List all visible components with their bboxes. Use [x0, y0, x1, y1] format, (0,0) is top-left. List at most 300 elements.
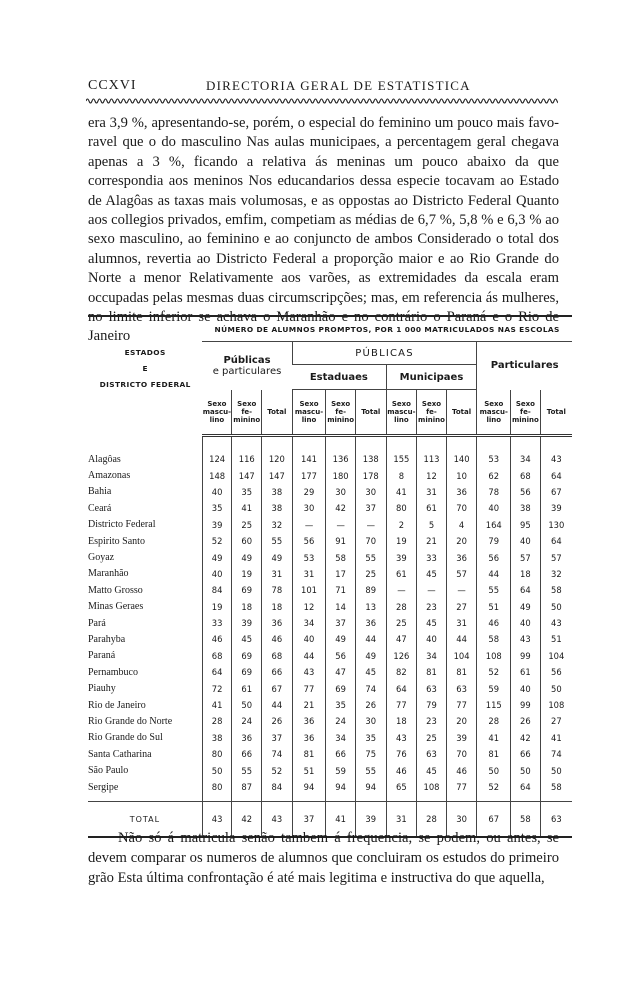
table-cell: 46 [446, 762, 477, 778]
table-cell: 49 [511, 599, 541, 615]
total-cell: 43 [262, 802, 293, 838]
table-cell: 36 [446, 549, 477, 565]
table-cell: 46 [202, 631, 232, 647]
table-cell: 69 [232, 664, 262, 680]
table-cell: 55 [477, 582, 511, 598]
table-cell: 55 [355, 762, 386, 778]
table-cell: 52 [202, 533, 232, 549]
table-cell: 63 [417, 746, 447, 762]
table-row [88, 500, 572, 516]
col-female-header: Sexo fe- minino [417, 390, 447, 436]
table-cell: 50 [540, 680, 572, 696]
table-cell: 66 [232, 746, 262, 762]
header-private: Particulares [477, 342, 572, 390]
table-cell: 24 [232, 713, 262, 729]
table-cell: 49 [232, 549, 262, 565]
table-cell: 89 [355, 582, 386, 598]
table-cell: 21 [417, 533, 447, 549]
table-cell: 40 [511, 533, 541, 549]
table-cell: 37 [326, 615, 356, 631]
table-cell: 74 [262, 746, 293, 762]
table-cell: 52 [477, 664, 511, 680]
state-name: Rio Grande do Sul [88, 732, 163, 744]
table-cell: 78 [477, 484, 511, 500]
table-row [88, 713, 572, 729]
table-cell: 55 [355, 549, 386, 565]
table-cell: 87 [232, 779, 262, 795]
table-cell: 39 [202, 517, 232, 533]
table-cell: 66 [326, 746, 356, 762]
state-name: Parahyba [88, 633, 126, 645]
table-cell: 24 [326, 713, 356, 729]
table-cell: 42 [326, 500, 356, 516]
table-cell: 40 [477, 500, 511, 516]
table-cell: 36 [446, 484, 477, 500]
table-cell: 49 [262, 549, 293, 565]
table-cell: 136 [326, 451, 356, 467]
table-cell: 95 [511, 517, 541, 533]
table-cell: 50 [540, 762, 572, 778]
table-cell: 19 [232, 566, 262, 582]
table-cell: 35 [355, 730, 386, 746]
table-cell: 43 [511, 631, 541, 647]
header-public: PÚBLICAS [292, 342, 477, 365]
table-cell: 2 [386, 517, 417, 533]
table-cell: 53 [292, 549, 326, 565]
table-cell: 79 [417, 697, 447, 713]
table-cell: 56 [477, 549, 511, 565]
table-row [88, 533, 572, 549]
table-cell: 70 [355, 533, 386, 549]
table-row [88, 730, 572, 746]
table-cell: 67 [262, 680, 293, 696]
table-cell: 40 [417, 631, 447, 647]
table-cell: 99 [511, 697, 541, 713]
table-cell: 68 [262, 648, 293, 664]
table-row [88, 549, 572, 565]
table-cell: 41 [232, 500, 262, 516]
table-cell: 40 [202, 484, 232, 500]
state-name: São Paulo [88, 765, 129, 777]
table-cell: 47 [386, 631, 417, 647]
table-cell: 8 [386, 467, 417, 483]
table-row [88, 566, 572, 582]
table-cell: 50 [540, 599, 572, 615]
header-municipal: Municipaes [386, 365, 477, 390]
table-cell: 77 [386, 697, 417, 713]
table-cell: 46 [386, 762, 417, 778]
table-cell: 18 [386, 713, 417, 729]
table-cell: 51 [540, 631, 572, 647]
table-cell: 94 [326, 779, 356, 795]
table-cell: 39 [446, 730, 477, 746]
table-cell: 38 [262, 500, 293, 516]
table-cell: 50 [477, 762, 511, 778]
table-cell: 50 [511, 762, 541, 778]
table-cell: 61 [386, 566, 417, 582]
table-cell: 13 [355, 599, 386, 615]
table-cell: 45 [417, 762, 447, 778]
col-male-header: Sexo mascu- lino [292, 390, 326, 436]
table-cell: 155 [386, 451, 417, 467]
total-cell: 67 [477, 802, 511, 838]
table-cell: 44 [477, 566, 511, 582]
table-cell: 30 [355, 484, 386, 500]
table-row [88, 779, 572, 795]
table-cell: 31 [417, 484, 447, 500]
table-cell: 43 [386, 730, 417, 746]
table-row [88, 582, 572, 598]
body-paragraph-2: Não só á matricula senão tambem á frequencia, se podem, ou antes, se devem comparar os numeros de alumnos que concluiram os estudos do primeiro grão Esta última confrontação é até mais legitima e instructiva do que aquella, [88, 830, 559, 887]
table-cell: 31 [292, 566, 326, 582]
table-cell: 68 [511, 467, 541, 483]
table-cell: 30 [292, 500, 326, 516]
table-cell: 138 [355, 451, 386, 467]
table-cell: 64 [511, 582, 541, 598]
table-cell: 55 [232, 762, 262, 778]
table-cell: 70 [446, 746, 477, 762]
table-row [88, 451, 572, 467]
table-cell: 58 [540, 582, 572, 598]
table-cell: 25 [386, 615, 417, 631]
table-cell: 75 [355, 746, 386, 762]
table-cell: 40 [511, 680, 541, 696]
table-cell: 113 [417, 451, 447, 467]
state-name: Alagôas [88, 453, 121, 465]
table-cell: — [386, 582, 417, 598]
table-cell: 36 [232, 730, 262, 746]
table-cell: 108 [417, 779, 447, 795]
table-cell: 55 [262, 533, 293, 549]
table-cell: 99 [511, 648, 541, 664]
state-name: Ceará [88, 502, 112, 514]
table-cell: 49 [202, 549, 232, 565]
table-cell: 81 [446, 664, 477, 680]
table-cell: 180 [326, 467, 356, 483]
table-cell: 71 [326, 582, 356, 598]
table-cell: 41 [477, 730, 511, 746]
table-cell: 35 [202, 500, 232, 516]
table-cell: 43 [540, 615, 572, 631]
table-cell: 116 [232, 451, 262, 467]
state-name: Goyaz [88, 552, 115, 564]
table-cell: 77 [446, 779, 477, 795]
table-cell: 43 [292, 664, 326, 680]
table-cell: 56 [292, 533, 326, 549]
total-cell: 28 [417, 802, 447, 838]
table-cell: 101 [292, 582, 326, 598]
table-cell: 36 [355, 615, 386, 631]
table-row [88, 664, 572, 680]
state-name: Amazonas [88, 470, 131, 482]
table-cell: 32 [540, 566, 572, 582]
table-cell: 65 [386, 779, 417, 795]
table-cell: 124 [202, 451, 232, 467]
table-cell: 39 [386, 549, 417, 565]
table-row [88, 467, 572, 483]
table-cell: 51 [292, 762, 326, 778]
state-name: Matto Grosso [88, 584, 143, 596]
table-cell: 35 [326, 697, 356, 713]
table-cell: 130 [540, 517, 572, 533]
table-cell: 84 [202, 582, 232, 598]
table-cell: 52 [477, 779, 511, 795]
table-cell: 27 [540, 713, 572, 729]
table-cell: 77 [292, 680, 326, 696]
table-cell: 68 [202, 648, 232, 664]
table-cell: 81 [477, 746, 511, 762]
table-cell: 37 [262, 730, 293, 746]
table-cell: 61 [232, 680, 262, 696]
table-cell: 50 [202, 762, 232, 778]
total-label: TOTAL [88, 802, 202, 838]
table-cell: 56 [326, 648, 356, 664]
table-cell: 34 [511, 451, 541, 467]
table-cell: — [326, 517, 356, 533]
table-cell: 51 [477, 599, 511, 615]
table-cell: 45 [417, 615, 447, 631]
table-cell: 28 [202, 713, 232, 729]
table-cell: 84 [262, 779, 293, 795]
table-cell: 36 [292, 730, 326, 746]
table-row [88, 599, 572, 615]
table-cell: 23 [417, 599, 447, 615]
total-cell: 63 [540, 802, 572, 838]
table-cell: 5 [417, 517, 447, 533]
table-cell: 49 [355, 648, 386, 664]
total-cell: 42 [232, 802, 262, 838]
table-cell: 44 [446, 631, 477, 647]
header-state: Estaduaes [292, 365, 386, 390]
state-name: Sergipe [88, 781, 119, 793]
table-cell: 42 [511, 730, 541, 746]
table-row [88, 615, 572, 631]
table-cell: 25 [417, 730, 447, 746]
table-cell: 104 [446, 648, 477, 664]
table-cell: 25 [355, 566, 386, 582]
table-cell: 94 [292, 779, 326, 795]
wavy-rule-ornament [86, 96, 558, 106]
table-cell: 147 [232, 467, 262, 483]
table-cell: 78 [262, 582, 293, 598]
table-row [88, 697, 572, 713]
col-male-header: Sexo mascu- lino [477, 390, 511, 436]
state-name: Espirito Santo [88, 535, 145, 547]
table-cell: 58 [326, 549, 356, 565]
table-cell: 46 [477, 615, 511, 631]
table-cell: 12 [417, 467, 447, 483]
state-name: Pernambuco [88, 666, 138, 678]
table-cell: 59 [477, 680, 511, 696]
table-cell: 44 [262, 697, 293, 713]
header-public-private: Públicas e particulares [202, 342, 292, 390]
table-cell: 28 [386, 599, 417, 615]
table-cell: 148 [202, 467, 232, 483]
table-cell: 57 [540, 549, 572, 565]
table-cell: 41 [202, 697, 232, 713]
table-cell: 18 [232, 599, 262, 615]
table-cell: 27 [446, 599, 477, 615]
table-cell: 58 [477, 631, 511, 647]
table-cell: 34 [292, 615, 326, 631]
table-cell: 14 [326, 599, 356, 615]
table-cell: 57 [446, 566, 477, 582]
table-cell: 57 [511, 549, 541, 565]
running-title: DIRECTORIA GERAL DE ESTATISTICA [206, 78, 471, 93]
table-row [88, 517, 572, 533]
table-cell: 20 [446, 713, 477, 729]
table-cell: 81 [292, 746, 326, 762]
table-cell: 69 [232, 648, 262, 664]
col-female-header: Sexo fe- minino [232, 390, 262, 436]
col-total-header: Total [540, 390, 572, 436]
table-cell: 45 [417, 566, 447, 582]
table-cell: 26 [262, 713, 293, 729]
table-cell: 140 [446, 451, 477, 467]
col-male-header: Sexo mascu- lino [386, 390, 417, 436]
table-cell: 177 [292, 467, 326, 483]
table-row [88, 680, 572, 696]
table-cell: 23 [417, 713, 447, 729]
table-cell: 40 [511, 615, 541, 631]
state-name: Pará [88, 617, 106, 629]
table-cell: 20 [446, 533, 477, 549]
table-cell: 67 [540, 484, 572, 500]
table-cell: 12 [292, 599, 326, 615]
table-cell: 30 [355, 713, 386, 729]
state-name: Rio Grande do Norte [88, 715, 173, 727]
table-cell: 59 [326, 762, 356, 778]
state-name: Piauhy [88, 683, 116, 695]
table-cell: 31 [446, 615, 477, 631]
table-cell: 33 [202, 615, 232, 631]
table-cell: 62 [477, 467, 511, 483]
table-cell: 64 [202, 664, 232, 680]
table-cell: 52 [262, 762, 293, 778]
state-name: Districto Federal [88, 519, 156, 531]
table-cell: 64 [386, 680, 417, 696]
col-female-header: Sexo fe- minino [511, 390, 541, 436]
table-cell: 34 [417, 648, 447, 664]
table-cell: 39 [540, 500, 572, 516]
state-name: Maranhão [88, 568, 129, 580]
table-cell: 34 [326, 730, 356, 746]
col-total-header: Total [446, 390, 477, 436]
table-cell: 77 [446, 697, 477, 713]
table-row [88, 762, 572, 778]
table-cell: 74 [355, 680, 386, 696]
table-cell: 64 [540, 533, 572, 549]
table-cell: 47 [326, 664, 356, 680]
table-cell: 56 [511, 484, 541, 500]
table-cell: 74 [540, 746, 572, 762]
table-cell: 72 [202, 680, 232, 696]
table-cell: 79 [477, 533, 511, 549]
table-cell: 4 [446, 517, 477, 533]
table-cell: — [355, 517, 386, 533]
state-name: Santa Catharina [88, 748, 152, 760]
table-cell: 94 [355, 779, 386, 795]
table-cell: 19 [202, 599, 232, 615]
table-cell: 41 [540, 730, 572, 746]
table-cell: 64 [540, 467, 572, 483]
table-cell: 44 [292, 648, 326, 664]
table-cell: 80 [202, 746, 232, 762]
table-cell: 120 [262, 451, 293, 467]
table-cell: 46 [262, 631, 293, 647]
col-female-header: Sexo fe- minino [326, 390, 356, 436]
table-cell: 61 [511, 664, 541, 680]
table-cell: 81 [417, 664, 447, 680]
table-cell: 29 [292, 484, 326, 500]
table-row [88, 631, 572, 647]
table-row [88, 484, 572, 500]
table-cell: 108 [477, 648, 511, 664]
state-name: Paraná [88, 650, 116, 662]
table-cell: 63 [417, 680, 447, 696]
table-row [88, 648, 572, 664]
table-cell: 64 [511, 779, 541, 795]
table-cell: 45 [355, 664, 386, 680]
table-cell: 30 [326, 484, 356, 500]
col-total-header: Total [262, 390, 293, 436]
table-cell: 33 [417, 549, 447, 565]
table-cell: — [417, 582, 447, 598]
total-cell: 41 [326, 802, 356, 838]
table-cell: 40 [292, 631, 326, 647]
table-cell: 126 [386, 648, 417, 664]
statistics-table [88, 315, 572, 838]
table-cell: 147 [262, 467, 293, 483]
col-total-header: Total [355, 390, 386, 436]
table-cell: 115 [477, 697, 511, 713]
table-cell: 60 [232, 533, 262, 549]
table-cell: 36 [262, 615, 293, 631]
table-cell: 45 [232, 631, 262, 647]
table-cell: 56 [540, 664, 572, 680]
table-cell: 19 [386, 533, 417, 549]
col-male-header: Sexo mascu- lino [202, 390, 232, 436]
total-cell: 58 [511, 802, 541, 838]
table-cell: 37 [355, 500, 386, 516]
total-cell: 31 [386, 802, 417, 838]
state-name: Bahia [88, 486, 112, 498]
total-cell: 37 [292, 802, 326, 838]
table-cell: 164 [477, 517, 511, 533]
table-cell: 49 [326, 631, 356, 647]
table-cell: 91 [326, 533, 356, 549]
table-cell: 141 [292, 451, 326, 467]
table-main-header: NÚMERO DE ALUMNOS PROMPTOS, POR 1 000 MATRICULADOS NAS ESCOLAS [202, 316, 572, 342]
table-cell: 80 [202, 779, 232, 795]
table-cell: 58 [540, 779, 572, 795]
table-cell: 66 [262, 664, 293, 680]
table-cell: 21 [292, 697, 326, 713]
table-cell: 10 [446, 467, 477, 483]
table-cell: 53 [477, 451, 511, 467]
table-cell: 108 [540, 697, 572, 713]
table-cell: 17 [326, 566, 356, 582]
table-cell: 35 [232, 484, 262, 500]
table-cell: 18 [511, 566, 541, 582]
table-row [88, 746, 572, 762]
table-cell: 39 [232, 615, 262, 631]
table-cell: 61 [417, 500, 447, 516]
table-cell: — [292, 517, 326, 533]
body-paragraph-1: era 3,9 %, apresentando-se, porém, o especial do feminino um pouco mais favo-ravel que o do masculino Nas aulas municipaes, a percentagem geral chegava apenas a 3 %, ficando a relativa ás meninas um pouco abaixo da que correspondia aos meninos Nos educandarios dessa especie tocavam ao Estado de Alagôas as taxas mais volumosas, e as oppostas ao Districto Federal Quanto aos collegios privados, emfim, competiam as médias de 6,7 %, 5,8 % e 6,3 % ao sexo masculino, ao feminino e ao conjuncto de ambos Considerado o total dos alumnos, revertia ao Districto Federal a proporção maior e ao Rio Grande do Norte a menor Relativamente aos varões, as extremidades da escala eram occupadas pelas mesmas duas circumscripções; mas, em referencia ás mulheres, no limite inferior se achava o Maranhão e no contrário o Paraná e o Rio de Janeiro [88, 115, 559, 345]
table-cell: 38 [202, 730, 232, 746]
states-header: ESTADOS E DISTRICTO FEDERAL [88, 316, 202, 436]
